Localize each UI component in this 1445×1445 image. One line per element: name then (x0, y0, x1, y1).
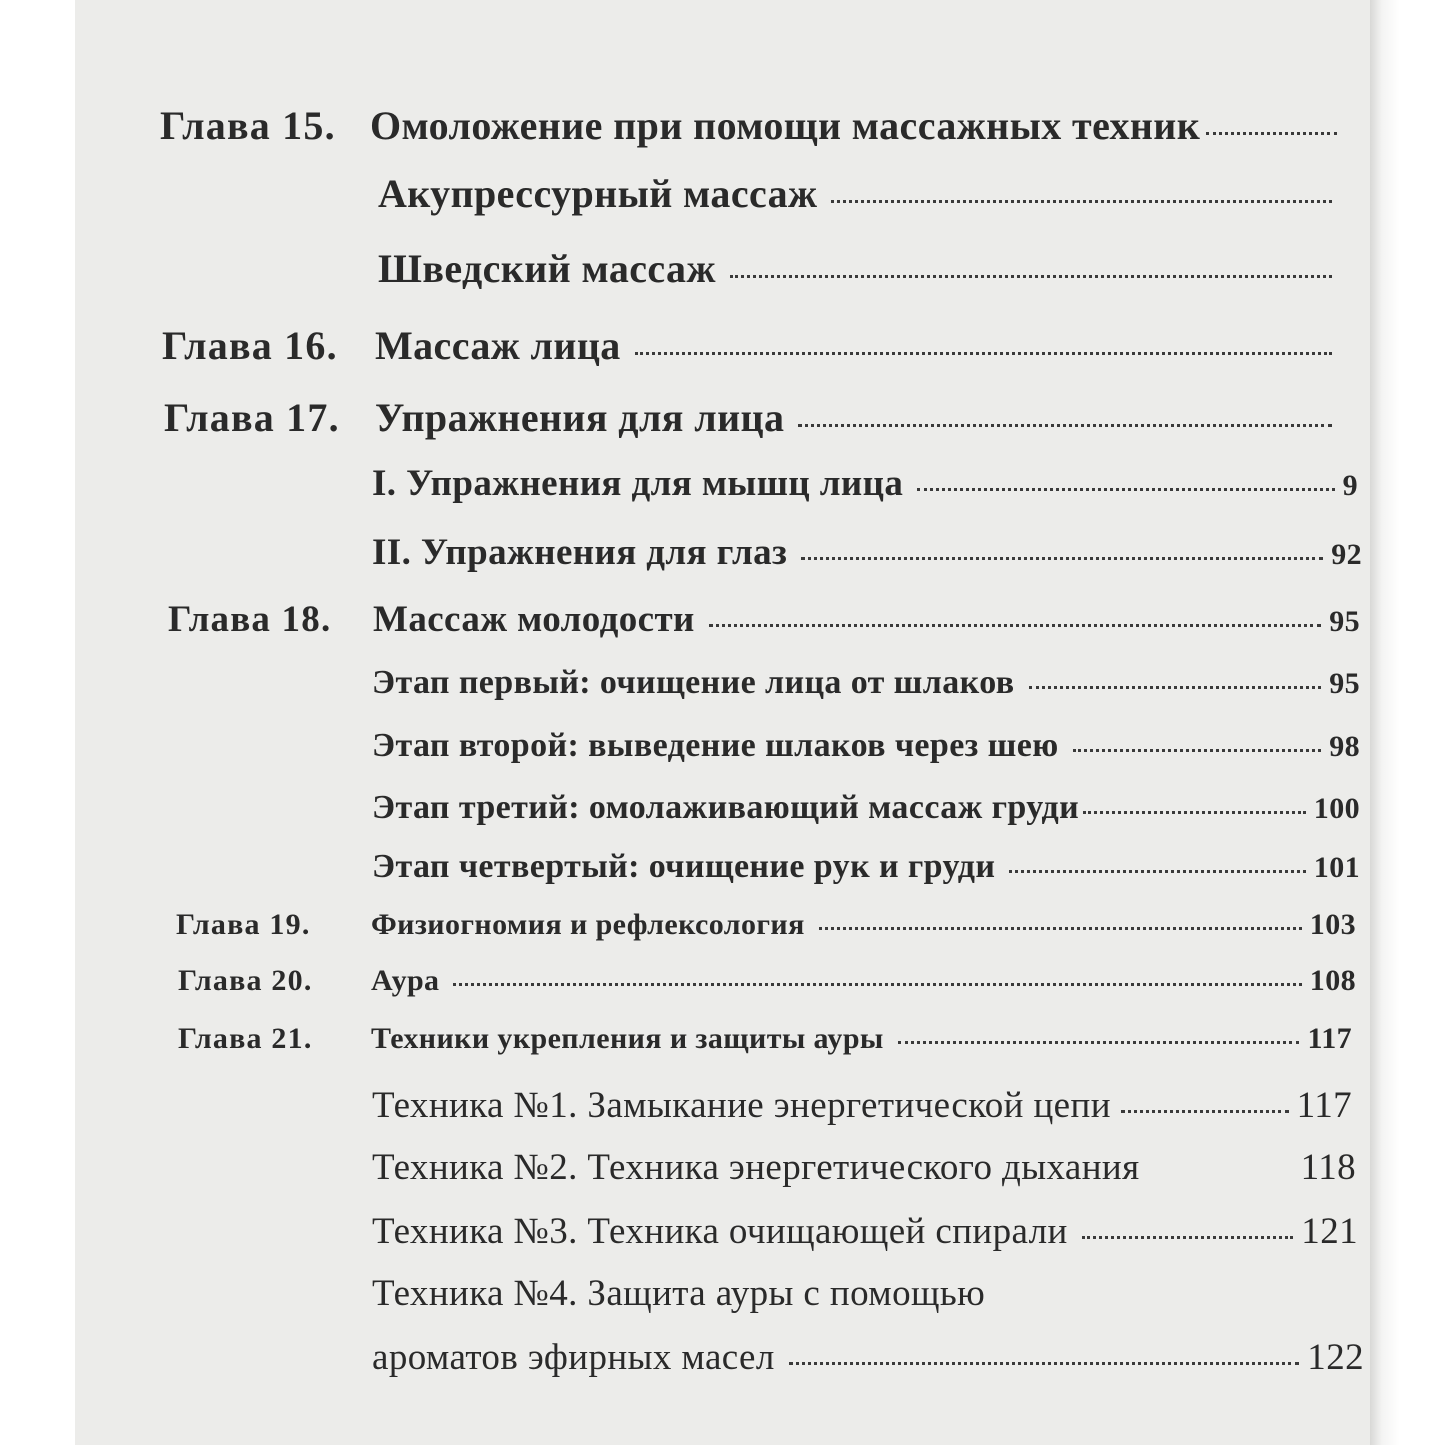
dot-leader (801, 557, 1323, 560)
dot-leader (819, 927, 1302, 930)
dot-leader (917, 488, 1334, 491)
section-title: Техника №3. Техника очищающей спирали (372, 1211, 1068, 1252)
dot-leader (1144, 1172, 1293, 1175)
section-title: Шведский массаж (378, 246, 716, 291)
dot-leader (1009, 870, 1305, 873)
chapter-number: Глава 17. (164, 395, 340, 440)
section-title: Этап четвертый: очищение рук и груди (372, 848, 996, 885)
dot-leader (1206, 132, 1337, 135)
toc-entry-21-4-line1 (372, 1272, 1358, 1315)
toc-entry-chapter-18 (168, 598, 1360, 641)
toc-entry-chapter-19 (176, 908, 1356, 942)
toc-entry-17-1 (372, 462, 1358, 505)
chapter-number: Глава 21. (178, 1022, 313, 1055)
toc-entry-chapter-17 (164, 394, 1340, 441)
chapter-number: Глава 16. (162, 323, 338, 368)
dot-leader (1121, 1110, 1289, 1113)
dot-leader (898, 1041, 1300, 1044)
chapter-title: Упражнения для лица (375, 395, 785, 440)
page-number: 100 (1313, 792, 1360, 825)
toc-entry-chapter-20 (178, 964, 1356, 998)
toc-entry-chapter-16 (162, 322, 1340, 369)
toc-entry-21-3 (372, 1210, 1358, 1253)
dot-leader (709, 624, 1321, 627)
section-title: Техника №1. Замыкание энергетической цепи (372, 1085, 1111, 1126)
page-number: 95 (1329, 667, 1360, 700)
page-number: 117 (1307, 1022, 1352, 1055)
section-title: Этап третий: омолаживающий массаж груди (372, 789, 1080, 826)
dot-leader (831, 200, 1332, 203)
dot-leader (798, 424, 1332, 427)
dot-leader (789, 1362, 1300, 1365)
section-title: I. Упражнения для мышц лица (372, 463, 904, 504)
page-number: 122 (1307, 1337, 1364, 1378)
toc-entry-17-2 (372, 531, 1362, 574)
chapter-title: Техники укрепления и защиты ауры (371, 1022, 884, 1055)
chapter-title: Массаж молодости (373, 599, 695, 640)
page-number: 101 (1313, 851, 1360, 884)
page-number: 9 (1342, 469, 1358, 502)
toc-entry-21-2 (372, 1146, 1356, 1189)
dot-leader (1082, 1236, 1294, 1239)
chapter-number: Глава 15. (160, 103, 336, 148)
page-number: 118 (1300, 1147, 1356, 1188)
dot-leader (730, 275, 1332, 278)
dot-leader (453, 983, 1301, 986)
dot-leader (1029, 686, 1322, 689)
section-title-continued: ароматов эфирных масел (372, 1337, 775, 1378)
chapter-title: Физиогномия и рефлексология (371, 908, 805, 941)
chapter-number: Глава 20. (178, 964, 313, 997)
dot-leader (1083, 811, 1306, 814)
chapter-title: Аура (371, 964, 440, 997)
section-title: Техника №4. Защита ауры с помощью (372, 1273, 986, 1314)
page-number: 108 (1309, 964, 1356, 997)
section-title: Акупрессурный массаж (378, 171, 818, 216)
section-title: Техника №2. Техника энергетического дыхания (372, 1147, 1140, 1188)
toc-entry-18-4 (372, 848, 1360, 886)
toc-entry-18-3 (372, 789, 1360, 827)
page-number: 95 (1329, 605, 1360, 638)
toc-entry-15-2 (378, 245, 1340, 292)
page-number: 92 (1331, 538, 1362, 571)
page-number: 98 (1329, 730, 1360, 763)
toc-entry-chapter-15 (160, 102, 1345, 149)
dot-leader (1073, 749, 1322, 752)
section-title: Этап второй: выведение шлаков через шею (372, 727, 1059, 764)
toc-entry-chapter-21 (178, 1022, 1352, 1056)
section-title: II. Упражнения для глаз (372, 532, 788, 573)
toc-entry-15-1 (378, 170, 1340, 217)
chapter-number: Глава 19. (176, 908, 311, 941)
toc-entry-18-2 (372, 727, 1360, 765)
toc-entry-21-4-line2 (372, 1336, 1364, 1379)
toc-entry-21-1 (372, 1084, 1352, 1127)
section-title: Этап первый: очищение лица от шлаков (372, 664, 1015, 701)
toc-entry-18-1 (372, 664, 1360, 702)
chapter-title: Омоложение при помощи массажных техник (370, 103, 1201, 148)
page-number: 121 (1301, 1211, 1358, 1252)
chapter-title: Массаж лица (375, 323, 621, 368)
chapter-number: Глава 18. (168, 599, 332, 640)
dot-leader (635, 352, 1332, 355)
page-number: 103 (1309, 908, 1356, 941)
page-number: 117 (1296, 1085, 1352, 1126)
